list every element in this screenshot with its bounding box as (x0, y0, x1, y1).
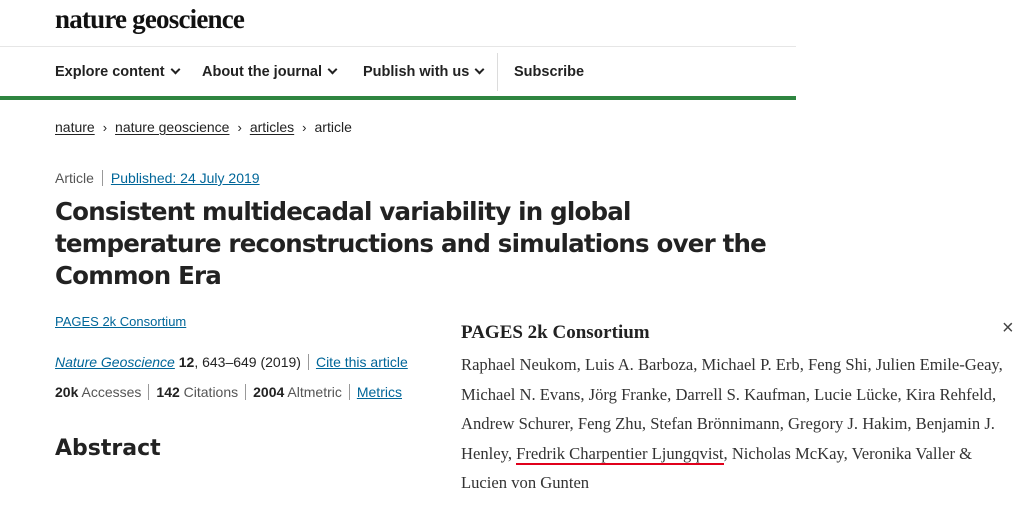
citations-value: 142 (156, 384, 180, 400)
accesses-label: Accesses (81, 384, 142, 400)
abstract-heading-clip (55, 434, 175, 461)
breadcrumb (55, 119, 352, 135)
nav-publish-with-us[interactable]: Publish with us (363, 47, 483, 97)
metrics-link[interactable]: Metrics (356, 384, 402, 400)
nav-divider (497, 53, 498, 91)
nav-explore-content[interactable]: Explore content (55, 47, 179, 97)
chevron-down-icon (328, 65, 338, 75)
nav-subscribe[interactable]: Subscribe (514, 64, 585, 80)
altmetric-label: Altmetric (287, 384, 342, 400)
breadcrumb-separator: › (237, 120, 242, 135)
published-date-link[interactable]: Published: 24 July 2019 (110, 170, 260, 186)
authors-popup (446, 310, 1024, 510)
citation-divider (308, 354, 309, 370)
site-logo[interactable]: nature geoscience (55, 4, 245, 34)
popup-title: PAGES 2k Consortium (461, 322, 650, 343)
author-link[interactable]: PAGES 2k Consortium (55, 314, 187, 329)
metrics-divider (148, 384, 149, 400)
metrics-divider (245, 384, 246, 400)
breadcrumb-separator: › (302, 120, 307, 135)
close-icon[interactable]: × (1002, 317, 1014, 339)
site-header (0, 0, 796, 100)
breadcrumb-nature-geoscience[interactable]: nature geoscience (115, 119, 230, 135)
altmetric-value: 2004 (253, 384, 285, 400)
pages-year: , 643–649 (2019) (194, 354, 301, 370)
nav-about-journal[interactable]: About the journal (202, 47, 336, 97)
citation-line (55, 354, 408, 370)
highlighted-author[interactable]: Fredrik Charpentier Ljungqvist (516, 443, 724, 463)
article-type: Article (55, 170, 94, 186)
breadcrumb-nature[interactable]: nature (55, 119, 95, 135)
abstract-heading: Abstract (55, 436, 161, 461)
chevron-down-icon (475, 65, 485, 75)
breadcrumb-articles[interactable]: articles (249, 119, 295, 135)
article-metrics (55, 384, 402, 400)
breadcrumb-current: article (314, 119, 352, 135)
authors-text-before: Raphael Neukom, Luis A. Barboza, Michael P. Erb, Feng Shi, Julien Emile-Geay, Michael N. Evans, Jörg Franke, Darrell S. Kaufman, Lucie Lücke, Kira Rehfeld, Andrew Schurer, Feng Zhu, Stefan Brönnimann, Gregory J. Hakim, Benjamin J. Henley, (461, 355, 1003, 463)
breadcrumb-separator: › (102, 120, 108, 135)
accesses-value: 20k (55, 384, 79, 400)
article-meta (55, 170, 260, 186)
journal-link[interactable]: Nature Geoscience (55, 354, 175, 370)
article-title: Consistent multidecadal variability in global temperature reconstructions and simulations over the Common Era (55, 197, 766, 290)
volume: 12 (178, 354, 195, 370)
main-nav (0, 46, 796, 96)
cite-this-article-link[interactable]: Cite this article (315, 354, 408, 370)
metrics-divider (349, 384, 350, 400)
citations-label: Citations (183, 384, 239, 400)
popup-author-list (461, 350, 1009, 498)
authors-text-after: , Nicholas McKay, Veronika Valler & Lucien von Gunten (461, 443, 973, 492)
meta-divider (102, 170, 103, 186)
chevron-down-icon (170, 65, 180, 75)
header-accent-bar (0, 96, 796, 100)
